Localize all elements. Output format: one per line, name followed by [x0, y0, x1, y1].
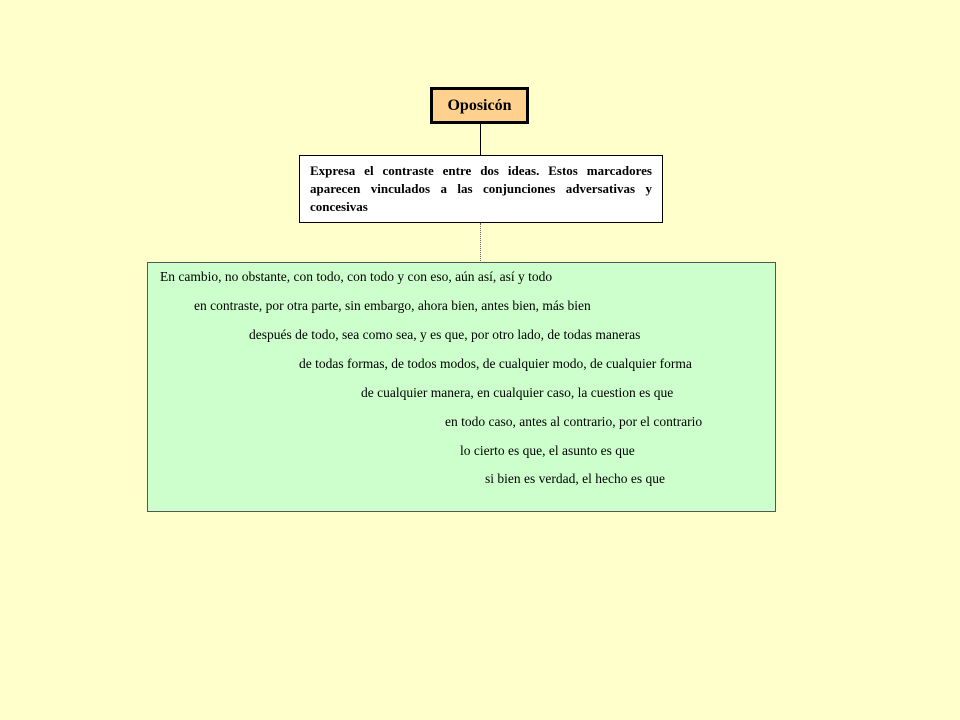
marker-line-4: de todas formas, de todos modos, de cualquier modo, de cualquier forma	[299, 356, 692, 371]
marker-line-8: si bien es verdad, el hecho es que	[485, 471, 665, 486]
diagram-title: Oposicón	[447, 96, 512, 114]
title-connector-line	[480, 124, 481, 156]
marker-line-2: en contraste, por otra parte, sin embargo, ahora bien, antes bien, más bien	[194, 298, 591, 313]
marker-line-1: En cambio, no obstante, con todo, con todo y con eso, aún así, así y todo	[160, 269, 553, 284]
diagram-title-box	[430, 87, 529, 124]
description-box	[299, 155, 663, 223]
description-connector-line	[480, 223, 481, 263]
markers-box	[147, 262, 776, 512]
marker-line-5: de cualquier manera, en cualquier caso, la cuestion es que	[361, 385, 674, 400]
description-text: Expresa el contraste entre dos ideas. Estos marcadores aparecen vinculados a las conjunciones adversativas y concesivas	[310, 163, 652, 214]
marker-line-7: lo cierto es que, el asunto es que	[460, 443, 635, 458]
marker-line-3: después de todo, sea como sea, y es que, por otro lado, de todas maneras	[249, 327, 641, 342]
marker-line-6: en todo caso, antes al contrario, por el contrario	[445, 414, 703, 429]
